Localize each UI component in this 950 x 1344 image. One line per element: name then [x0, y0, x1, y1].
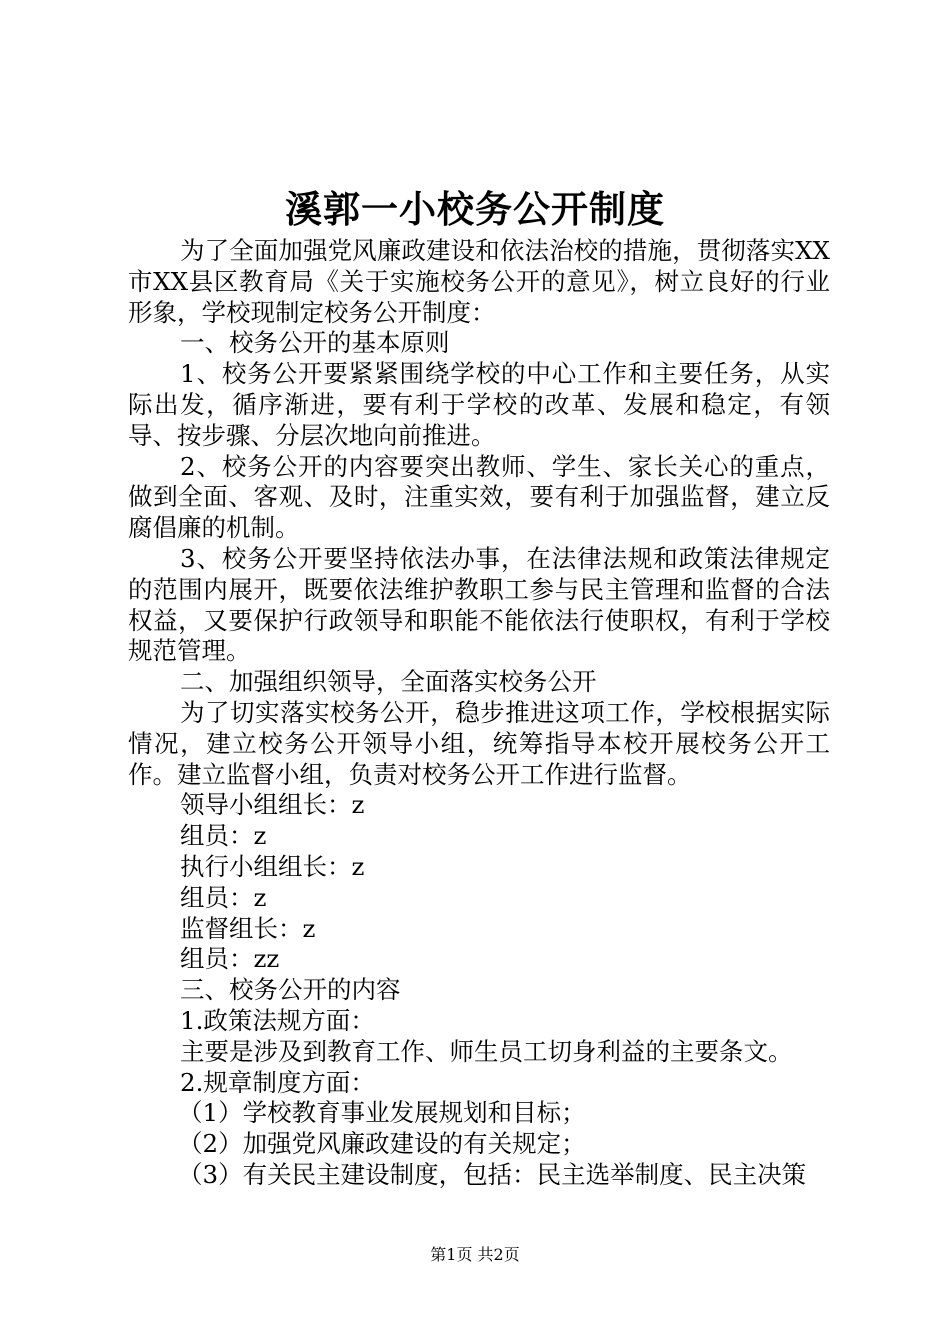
content-item-rules: 2.规章制度方面：	[180, 1067, 375, 1097]
principle-paragraph-1: 1、校务公开要紧紧围绕学校的中心工作和主要任务，从实际出发，循序渐进，要有利于学校的改革、发展和稳定，有领导、按步骤、分层次地向前推进。	[128, 359, 830, 450]
principle-paragraph-3: 3、校务公开要坚持依法办事，在法律法规和政策法律规定的范围内展开，既要依法维护教职工参与民主管理和监督的合法权益，又要保护行政领导和职能不能依法行使职权，有利于学校规范管理。	[128, 543, 830, 666]
document-body	[128, 236, 830, 1191]
section-heading-content: 三、校务公开的内容	[180, 975, 401, 1005]
document-title: 溪郭一小校务公开制度	[285, 187, 665, 231]
organization-paragraph: 为了切实落实校务公开，稳步推进这项工作，学校根据实际情况，建立校务公开领导小组，统筹指导本校开展校务公开工作。建立监督小组，负责对校务公开工作进行监督。	[128, 697, 830, 789]
rules-item-1: （1）学校教育事业发展规划和目标；	[178, 1098, 586, 1128]
content-item-policy-detail: 主要是涉及到教育工作、师生员工切身利益的主要条文。	[180, 1036, 793, 1066]
leader-group-head: 领导小组组长：z	[180, 790, 365, 820]
supervision-group-members: 组员：zz	[180, 944, 280, 974]
leader-group-members: 组员：z	[180, 821, 267, 851]
section-heading-organization: 二、加强组织领导，全面落实校务公开	[180, 667, 597, 697]
executive-group-head: 执行小组组长：z	[180, 851, 365, 881]
principle-paragraph-2: 2、校务公开的内容要突出教师、学生、家长关心的重点，做到全面、客观、及时，注重实效，要有利于加强监督，建立反腐倡廉的机制。	[128, 451, 830, 543]
rules-item-2: （2）加强党风廉政建设的有关规定；	[178, 1129, 586, 1159]
rules-item-3: （3）有关民主建设制度，包括：民主选举制度、民主决策	[178, 1159, 807, 1189]
intro-paragraph: 为了全面加强党风廉政建设和依法治校的措施，贯彻落实XX市XX县区教育局《关于实施校务公开的意见》，树立良好的行业形象，学校现制定校务公开制度：	[128, 236, 830, 327]
executive-group-members: 组员：z	[180, 882, 267, 912]
page-footer: 第1页 共2页	[430, 1245, 520, 1264]
content-item-policy: 1.政策法规方面：	[180, 1005, 375, 1035]
section-heading-principles: 一、校务公开的基本原则	[180, 328, 450, 358]
supervision-group-head: 监督组长：z	[180, 913, 316, 943]
